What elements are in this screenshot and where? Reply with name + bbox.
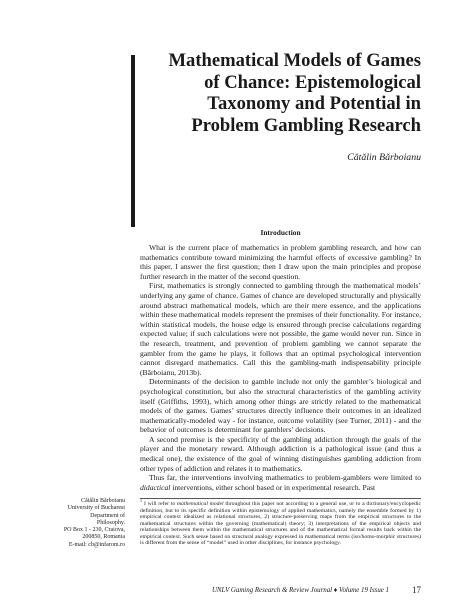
affiliation-line: University of Bucharest [67, 505, 125, 512]
paragraph: Determinants of the decision to gamble include not only the gambler’s biological and psychological constitution, but also the structural characteristics of the gambling activity itself (Griffiths, 1993), which among other things are strictly related to the mathematical models of the games. Games’ structures directly influence their outcomes in an idealized mathematically-modeled way - for instance, outcome volatility (see Turner, 2011) - and the behavior of outcomes is determinant for gamblers’ decisions. [140, 377, 421, 435]
affiliation-line: Philosophy. [96, 519, 125, 526]
paragraph-text: Thus far, the interventions involving mathematics to problem-gamblers were limited to didactical interventions, either school based or in experimental research. Past [140, 473, 421, 492]
footnote-text: throughout this paper not according to a general use, or to a dictionary/encyclopedic definition, but to its specific definition within epistemology of applied mathematics, namely the ensemble formed by 1) empirical context idealized as relational structures, 2) structure-preserving maps from the empirical structures to the mathematical structures within the governing (mathematical) theory; 3) interpretations of the empirical objects and relationships between them within the mathematical structures and of the mathematical formal results back within the empirical context. Such sense based on structural analogy expressed in mathematical terms (iso/homo-morphic structures) is different from the sense of “model” used in other disciplines, for instance psychology. [140, 501, 421, 547]
footnote-emphasis: mathematical model [176, 501, 224, 507]
footnote-marker: 1 [140, 498, 142, 504]
body-text [140, 243, 421, 492]
emphasized-term: didactical [140, 482, 171, 492]
affiliation-line: Cătălin Bărboianu [81, 498, 125, 504]
affiliation-line: PO Box 1 - 230, Craiova, [63, 527, 125, 534]
title-line: Taxonomy and Potential in [207, 93, 421, 115]
paragraph: What is the current place of mathematics in problem gambling research, and how can mathematics contribute toward minimizing the harmful effects of excessive gambling? In this paper, I answer the first question; then I draw upon the main principles and propose further research in the matter of the second question. [140, 243, 421, 281]
footnote-text: I will refer to [144, 501, 177, 507]
paragraph [140, 473, 421, 492]
title-line: Problem Gambling Research [191, 114, 421, 136]
author-affiliation [44, 498, 125, 549]
affiliation-line: Department of [90, 512, 125, 519]
footnote-divider [140, 498, 421, 499]
journal-footer: UNLV Gaming Research & Review Journal ♦ Volume 19 Issue 1 [211, 587, 389, 594]
paragraph: First, mathematics is strongly connected to gambling through the mathematical models’ underlying any game of chance. Games of chance are developed structurally and physically around abstract mathematical models, which are their mere essence, and the applications within these mathematical models represent the premises of their functionality. For instance, within statistical models, the house edge is ensured through precise calculations regarding expected value; if such calculations were not possible, the game would never run. Since in the research, treatment, and prevention of problem gambling we cannot separate the gambler from the game he plays, it follows that an optimal psychological intervention cannot disregard mathematics. Call this the gambling-math indispensability principle (Bărboianu, 2013b). [140, 281, 421, 377]
affiliation-line: 200850, Romania [82, 534, 125, 541]
footnote [140, 498, 421, 547]
affiliation-email: E-mail: cb@infarom.ro [68, 541, 125, 548]
title-line: Mathematical Models of Games [168, 50, 421, 71]
page-number: 17 [412, 585, 421, 595]
paragraph: A second premise is the specificity of the gambling addiction through the goals of the player and the monetary reward. Although addiction is a pathological issue (and thus a medical one), the existence of the goal of winning distinguishes gambling addiction from other types of addiction and relates it to mathematics. [140, 434, 421, 473]
paper-title [131, 50, 421, 136]
title-line: of Chance: Epistemological [204, 71, 421, 93]
section-heading: Introduction [260, 228, 301, 237]
author-name: Cătălin Bărboianu [347, 152, 421, 163]
